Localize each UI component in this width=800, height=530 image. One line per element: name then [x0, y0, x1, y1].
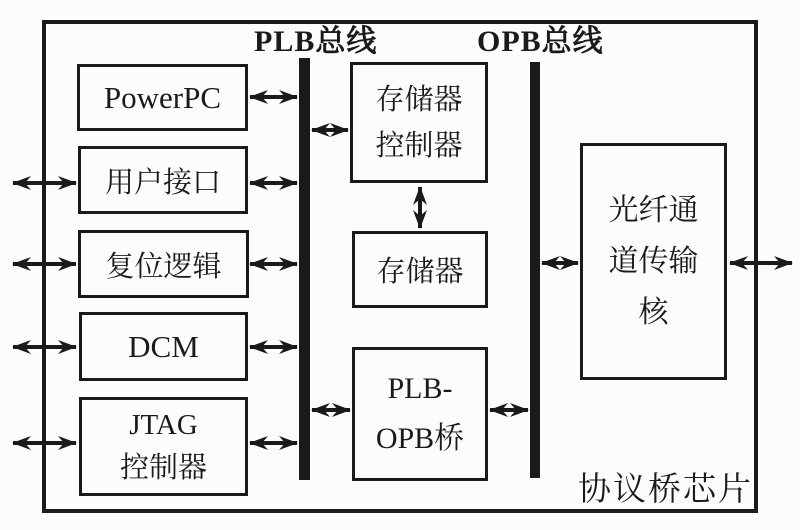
- node-fiber-channel-core: [580, 143, 727, 380]
- plb-bus-label: PLB总线: [254, 25, 378, 58]
- node-user-interface-label: 用户接口: [104, 166, 221, 199]
- node-jtag-controller: [79, 397, 248, 496]
- node-bridge-label-line2: OPB桥: [375, 422, 465, 455]
- node-reset-logic-label: 复位逻辑: [105, 250, 222, 283]
- plb-bus-bar: [299, 58, 310, 480]
- node-user-interface: [78, 146, 248, 214]
- node-fiber-label-line1: 光纤通: [608, 194, 699, 227]
- opb-bus-bar: [530, 62, 540, 478]
- node-memory-controller-label-line1: 存储器: [375, 83, 463, 116]
- opb-bus-label: OPB总线: [477, 25, 604, 58]
- node-powerpc-label: PowerPC: [103, 79, 222, 115]
- chip-name-label: 协议桥芯片: [578, 472, 753, 508]
- node-reset-logic: [78, 230, 249, 298]
- node-dcm-label: DCM: [128, 328, 199, 364]
- node-memory-controller: [350, 62, 488, 183]
- node-memory-label: 存储器: [376, 256, 464, 288]
- node-memory-controller-label-line2: 控制器: [375, 129, 463, 162]
- node-jtag-label-line2: 控制器: [119, 451, 207, 484]
- node-plb-opb-bridge: [352, 347, 488, 481]
- node-bridge-label-line1: PLB-: [387, 372, 453, 405]
- node-powerpc: [77, 64, 248, 131]
- node-jtag-label-line1: JTAG: [129, 408, 198, 441]
- node-fiber-label-line2: 道传输: [608, 245, 699, 278]
- node-fiber-label-line3: 核: [638, 296, 669, 329]
- node-dcm: [79, 312, 248, 381]
- node-memory: [352, 231, 488, 308]
